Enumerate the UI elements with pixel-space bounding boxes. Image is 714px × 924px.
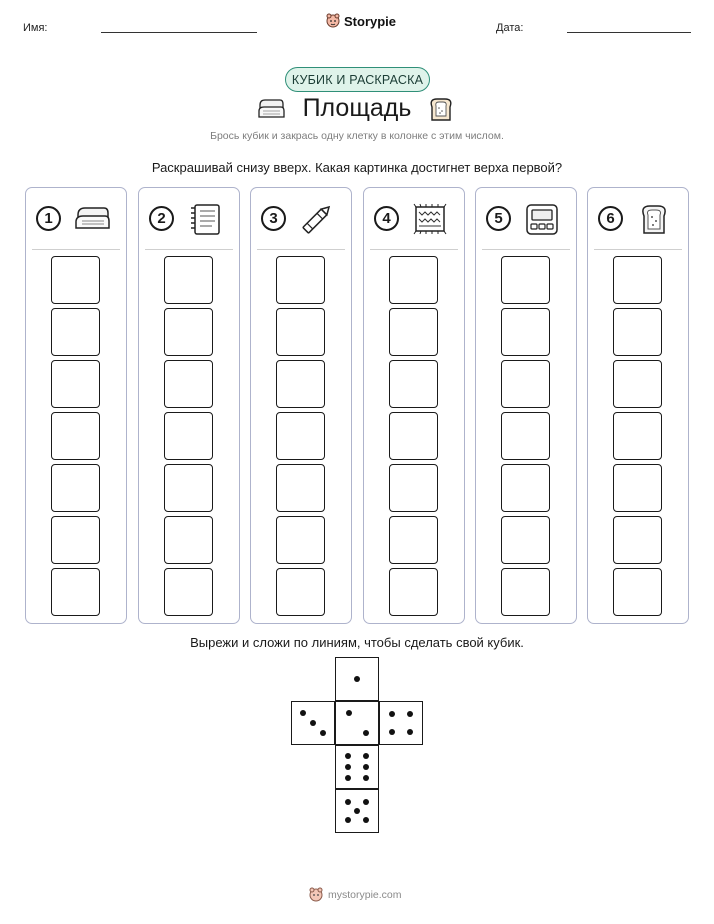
coloring-cell[interactable] (51, 256, 100, 304)
date-line (567, 32, 691, 33)
column-6 (587, 187, 689, 624)
storypie-mascot-icon (308, 887, 324, 903)
coloring-cell[interactable] (501, 412, 550, 460)
coloring-cell[interactable] (613, 464, 662, 512)
question-prompt: Раскрашивай снизу вверх. Какая картинка достигнет верха первой? (151, 160, 563, 175)
column-header (259, 200, 343, 236)
die-face-6 (335, 745, 379, 789)
column-divider (482, 249, 570, 250)
column-4 (363, 187, 465, 624)
die-face-3 (291, 701, 335, 745)
coloring-cell[interactable] (389, 256, 438, 304)
coloring-cell[interactable] (51, 308, 100, 356)
coloring-cell[interactable] (613, 516, 662, 564)
toast-icon (634, 202, 674, 236)
coloring-cell[interactable] (51, 464, 100, 512)
coloring-cell[interactable] (389, 360, 438, 408)
column-5 (475, 187, 577, 624)
coloring-cell[interactable] (501, 464, 550, 512)
coloring-cell[interactable] (389, 568, 438, 616)
storypie-mascot-icon (325, 13, 341, 29)
coloring-cell[interactable] (51, 568, 100, 616)
coloring-cell[interactable] (389, 464, 438, 512)
date-label: Дата: (496, 22, 524, 34)
die-pip (363, 817, 369, 823)
instructions: Брось кубик и закрась одну клетку в колонке с этим числом. (210, 130, 504, 142)
coloring-cell[interactable] (501, 256, 550, 304)
coloring-cell[interactable] (389, 412, 438, 460)
die-pip (345, 775, 351, 781)
coloring-cell[interactable] (164, 256, 213, 304)
column-header (596, 200, 680, 236)
die-pip (363, 753, 369, 759)
coloring-cell[interactable] (613, 308, 662, 356)
die-pip (345, 764, 351, 770)
rug-icon (410, 202, 450, 236)
coloring-cell[interactable] (276, 256, 325, 304)
coloring-cell[interactable] (389, 516, 438, 564)
coloring-cell[interactable] (613, 568, 662, 616)
die-pip (363, 775, 369, 781)
coloring-cell[interactable] (276, 568, 325, 616)
die-pip (345, 799, 351, 805)
crayon-icon (297, 202, 337, 236)
column-divider (257, 249, 345, 250)
column-header (147, 200, 231, 236)
coloring-cell[interactable] (501, 360, 550, 408)
column-3 (250, 187, 352, 624)
die-pip (345, 753, 351, 759)
activity-badge: КУБИК И РАСКРАСКА (285, 67, 430, 92)
column-divider (32, 249, 120, 250)
coloring-cell[interactable] (613, 256, 662, 304)
coloring-cell[interactable] (51, 412, 100, 460)
die-pip (310, 720, 316, 726)
coloring-cell[interactable] (276, 308, 325, 356)
die-face-4 (379, 701, 423, 745)
die-pip (363, 764, 369, 770)
name-line (101, 32, 257, 33)
die-pip (363, 730, 369, 736)
microwave-panel-icon (522, 202, 562, 236)
die-face-5 (335, 789, 379, 833)
coloring-cell[interactable] (276, 516, 325, 564)
coloring-cell[interactable] (276, 464, 325, 512)
die-pip (345, 817, 351, 823)
coloring-cell[interactable] (501, 568, 550, 616)
die-pip (354, 676, 360, 682)
die-pip (389, 711, 395, 717)
coloring-cell[interactable] (501, 516, 550, 564)
coloring-cell[interactable] (613, 412, 662, 460)
coloring-cell[interactable] (501, 308, 550, 356)
name-label: Имя: (23, 22, 48, 34)
coloring-cell[interactable] (164, 516, 213, 564)
column-number: 5 (486, 206, 511, 231)
column-divider (594, 249, 682, 250)
column-header (34, 200, 118, 236)
column-header (484, 200, 568, 236)
notebook-icon (185, 202, 225, 236)
column-divider (145, 249, 233, 250)
coloring-cell[interactable] (276, 360, 325, 408)
column-number: 3 (261, 206, 286, 231)
die-pip (354, 808, 360, 814)
page-title: Площадь (302, 94, 412, 122)
coloring-cell[interactable] (164, 412, 213, 460)
brand-logo (325, 13, 396, 29)
die-pip (407, 711, 413, 717)
column-1 (25, 187, 127, 624)
die-pip (363, 799, 369, 805)
die-pip (389, 729, 395, 735)
coloring-cell[interactable] (389, 308, 438, 356)
column-header (372, 200, 456, 236)
column-number: 6 (598, 206, 623, 231)
toast-icon (427, 95, 455, 123)
footer (308, 887, 402, 903)
die-pip (407, 729, 413, 735)
die-face-2 (335, 701, 379, 745)
coloring-cell[interactable] (164, 360, 213, 408)
die-pip (300, 710, 306, 716)
brand-name: Storypie (344, 13, 397, 29)
column-number: 4 (374, 206, 399, 231)
coloring-cell[interactable] (164, 464, 213, 512)
coloring-cell[interactable] (51, 360, 100, 408)
die-face-1 (335, 657, 379, 701)
die-pip (320, 730, 326, 736)
die-pip (346, 710, 352, 716)
folded-towels-icon (72, 202, 112, 234)
coloring-cell[interactable] (164, 308, 213, 356)
column-2 (138, 187, 240, 624)
column-number: 1 (36, 206, 61, 231)
footer-url[interactable]: mystorypie.com (328, 889, 402, 901)
coloring-cell[interactable] (613, 360, 662, 408)
coloring-cell[interactable] (51, 516, 100, 564)
coloring-cell[interactable] (164, 568, 213, 616)
coloring-cell[interactable] (276, 412, 325, 460)
column-number: 2 (149, 206, 174, 231)
column-divider (370, 249, 458, 250)
cut-instruction: Вырежи и сложи по линиям, чтобы сделать свой кубик. (190, 635, 524, 650)
